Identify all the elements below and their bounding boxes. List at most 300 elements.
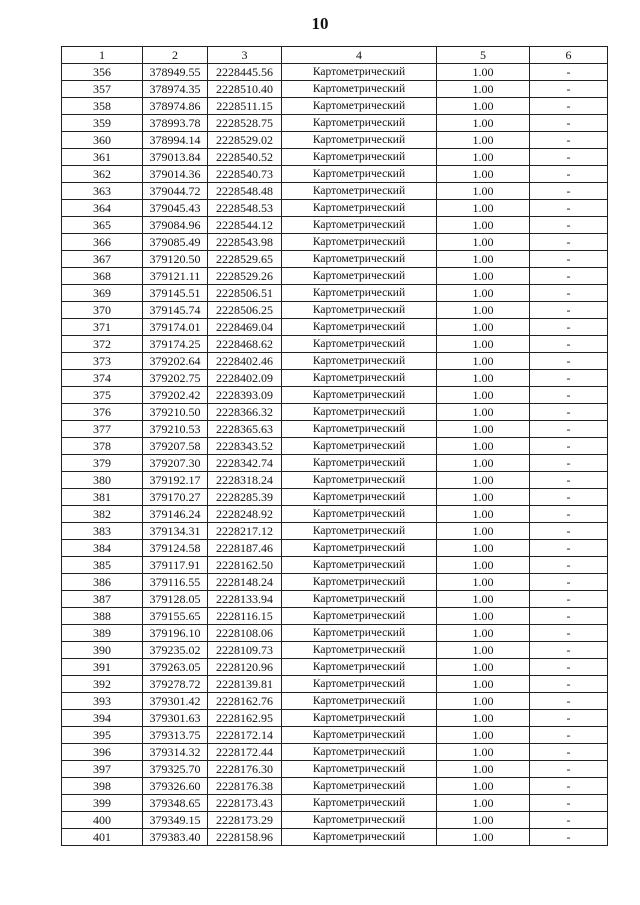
point-number-cell: 391 [62,659,143,676]
y-coordinate-cell: 2228366.32 [208,404,282,421]
method-cell: Картометрический [282,81,437,98]
y-coordinate-cell: 2228506.25 [208,302,282,319]
point-number-cell: 371 [62,319,143,336]
method-cell: Картометрический [282,370,437,387]
accuracy-cell: 1.00 [437,132,530,149]
point-number-cell: 366 [62,234,143,251]
method-cell: Картометрический [282,404,437,421]
y-coordinate-cell: 2228318.24 [208,472,282,489]
y-coordinate-cell: 2228540.73 [208,166,282,183]
x-coordinate-cell: 378994.14 [143,132,208,149]
table-row [62,659,608,676]
accuracy-cell: 1.00 [437,285,530,302]
x-coordinate-cell: 378993.78 [143,115,208,132]
x-coordinate-cell: 379301.63 [143,710,208,727]
accuracy-cell: 1.00 [437,523,530,540]
x-coordinate-cell: 379349.15 [143,812,208,829]
y-coordinate-cell: 2228402.46 [208,353,282,370]
y-coordinate-cell: 2228529.26 [208,268,282,285]
note-cell: - [530,625,608,642]
table-row [62,387,608,404]
note-cell: - [530,761,608,778]
method-cell: Картометрический [282,234,437,251]
y-coordinate-cell: 2228173.29 [208,812,282,829]
table-row [62,149,608,166]
y-coordinate-cell: 2228510.40 [208,81,282,98]
y-coordinate-cell: 2228506.51 [208,285,282,302]
accuracy-cell: 1.00 [437,149,530,166]
point-number-cell: 372 [62,336,143,353]
x-coordinate-cell: 379134.31 [143,523,208,540]
accuracy-cell: 1.00 [437,574,530,591]
point-number-cell: 367 [62,251,143,268]
point-number-cell: 357 [62,81,143,98]
note-cell: - [530,115,608,132]
x-coordinate-cell: 379301.42 [143,693,208,710]
x-coordinate-cell: 379210.53 [143,421,208,438]
x-coordinate-cell: 379121.11 [143,268,208,285]
table-row [62,132,608,149]
accuracy-cell: 1.00 [437,676,530,693]
method-cell: Картометрический [282,489,437,506]
point-number-cell: 389 [62,625,143,642]
accuracy-cell: 1.00 [437,98,530,115]
table-row [62,761,608,778]
accuracy-cell: 1.00 [437,421,530,438]
column-header: 4 [282,47,437,64]
method-cell: Картометрический [282,778,437,795]
note-cell: - [530,659,608,676]
point-number-cell: 363 [62,183,143,200]
x-coordinate-cell: 379116.55 [143,574,208,591]
x-coordinate-cell: 379202.42 [143,387,208,404]
accuracy-cell: 1.00 [437,489,530,506]
table-row [62,574,608,591]
method-cell: Картометрический [282,625,437,642]
accuracy-cell: 1.00 [437,268,530,285]
x-coordinate-cell: 379045.43 [143,200,208,217]
y-coordinate-cell: 2228548.48 [208,183,282,200]
accuracy-cell: 1.00 [437,234,530,251]
method-cell: Картометрический [282,676,437,693]
note-cell: - [530,608,608,625]
accuracy-cell: 1.00 [437,302,530,319]
accuracy-cell: 1.00 [437,64,530,81]
accuracy-cell: 1.00 [437,183,530,200]
accuracy-cell: 1.00 [437,693,530,710]
method-cell: Картометрический [282,829,437,846]
method-cell: Картометрический [282,183,437,200]
y-coordinate-cell: 2228162.95 [208,710,282,727]
table-row [62,829,608,846]
point-number-cell: 373 [62,353,143,370]
method-cell: Картометрический [282,557,437,574]
note-cell: - [530,98,608,115]
method-cell: Картометрический [282,115,437,132]
x-coordinate-cell: 379207.30 [143,455,208,472]
y-coordinate-cell: 2228402.09 [208,370,282,387]
note-cell: - [530,472,608,489]
y-coordinate-cell: 2228217.12 [208,523,282,540]
accuracy-cell: 1.00 [437,455,530,472]
note-cell: - [530,591,608,608]
x-coordinate-cell: 379120.50 [143,251,208,268]
accuracy-cell: 1.00 [437,319,530,336]
table-row [62,778,608,795]
point-number-cell: 362 [62,166,143,183]
table-row [62,710,608,727]
table-row [62,268,608,285]
x-coordinate-cell: 379314.32 [143,744,208,761]
page-number: 10 [311,14,329,33]
x-coordinate-cell: 379014.36 [143,166,208,183]
point-number-cell: 399 [62,795,143,812]
note-cell: - [530,149,608,166]
table-row [62,472,608,489]
x-coordinate-cell: 379313.75 [143,727,208,744]
point-number-cell: 370 [62,302,143,319]
method-cell: Картометрический [282,166,437,183]
point-number-cell: 394 [62,710,143,727]
point-number-cell: 392 [62,676,143,693]
point-number-cell: 388 [62,608,143,625]
y-coordinate-cell: 2228529.02 [208,132,282,149]
point-number-cell: 365 [62,217,143,234]
header-row [62,47,608,64]
note-cell: - [530,166,608,183]
accuracy-cell: 1.00 [437,625,530,642]
note-cell: - [530,557,608,574]
point-number-cell: 359 [62,115,143,132]
table-row [62,812,608,829]
point-number-cell: 376 [62,404,143,421]
note-cell: - [530,778,608,795]
x-coordinate-cell: 379196.10 [143,625,208,642]
method-cell: Картометрический [282,710,437,727]
point-number-cell: 400 [62,812,143,829]
column-header: 3 [208,47,282,64]
method-cell: Картометрический [282,64,437,81]
note-cell: - [530,132,608,149]
table-row [62,455,608,472]
note-cell: - [530,455,608,472]
method-cell: Картометрический [282,506,437,523]
accuracy-cell: 1.00 [437,829,530,846]
note-cell: - [530,795,608,812]
point-number-cell: 390 [62,642,143,659]
note-cell: - [530,217,608,234]
point-number-cell: 374 [62,370,143,387]
note-cell: - [530,489,608,506]
note-cell: - [530,387,608,404]
x-coordinate-cell: 379117.91 [143,557,208,574]
y-coordinate-cell: 2228172.44 [208,744,282,761]
note-cell: - [530,693,608,710]
x-coordinate-cell: 379278.72 [143,676,208,693]
point-number-cell: 383 [62,523,143,540]
x-coordinate-cell: 379383.40 [143,829,208,846]
accuracy-cell: 1.00 [437,744,530,761]
point-number-cell: 375 [62,387,143,404]
x-coordinate-cell: 379084.96 [143,217,208,234]
accuracy-cell: 1.00 [437,540,530,557]
y-coordinate-cell: 2228469.04 [208,319,282,336]
y-coordinate-cell: 2228120.96 [208,659,282,676]
x-coordinate-cell: 379145.74 [143,302,208,319]
method-cell: Картометрический [282,659,437,676]
y-coordinate-cell: 2228528.75 [208,115,282,132]
table-row [62,438,608,455]
x-coordinate-cell: 378974.86 [143,98,208,115]
table-row [62,285,608,302]
table-row [62,557,608,574]
y-coordinate-cell: 2228540.52 [208,149,282,166]
method-cell: Картометрический [282,642,437,659]
method-cell: Картометрический [282,353,437,370]
note-cell: - [530,353,608,370]
method-cell: Картометрический [282,472,437,489]
table-row [62,523,608,540]
x-coordinate-cell: 379326.60 [143,778,208,795]
accuracy-cell: 1.00 [437,438,530,455]
accuracy-cell: 1.00 [437,166,530,183]
point-number-cell: 361 [62,149,143,166]
table-row [62,625,608,642]
point-number-cell: 358 [62,98,143,115]
x-coordinate-cell: 379170.27 [143,489,208,506]
accuracy-cell: 1.00 [437,795,530,812]
note-cell: - [530,676,608,693]
method-cell: Картометрический [282,727,437,744]
accuracy-cell: 1.00 [437,642,530,659]
table-row [62,693,608,710]
y-coordinate-cell: 2228173.43 [208,795,282,812]
method-cell: Картометрический [282,268,437,285]
method-cell: Картометрический [282,812,437,829]
table-row [62,608,608,625]
point-number-cell: 364 [62,200,143,217]
accuracy-cell: 1.00 [437,778,530,795]
table-header [62,47,608,64]
table-row [62,81,608,98]
method-cell: Картометрический [282,693,437,710]
table-row [62,591,608,608]
point-number-cell: 401 [62,829,143,846]
method-cell: Картометрический [282,319,437,336]
y-coordinate-cell: 2228445.56 [208,64,282,81]
y-coordinate-cell: 2228248.92 [208,506,282,523]
y-coordinate-cell: 2228285.39 [208,489,282,506]
point-number-cell: 384 [62,540,143,557]
accuracy-cell: 1.00 [437,81,530,98]
coordinates-table [61,46,608,846]
accuracy-cell: 1.00 [437,727,530,744]
note-cell: - [530,64,608,81]
table-row [62,489,608,506]
table-row [62,795,608,812]
y-coordinate-cell: 2228365.63 [208,421,282,438]
table-row [62,98,608,115]
accuracy-cell: 1.00 [437,506,530,523]
column-header: 5 [437,47,530,64]
x-coordinate-cell: 379263.05 [143,659,208,676]
table-row [62,251,608,268]
method-cell: Картометрический [282,438,437,455]
point-number-cell: 393 [62,693,143,710]
point-number-cell: 387 [62,591,143,608]
method-cell: Картометрический [282,744,437,761]
x-coordinate-cell: 379124.58 [143,540,208,557]
method-cell: Картометрический [282,523,437,540]
accuracy-cell: 1.00 [437,557,530,574]
note-cell: - [530,285,608,302]
table-row [62,744,608,761]
method-cell: Картометрический [282,455,437,472]
point-number-cell: 381 [62,489,143,506]
column-header: 6 [530,47,608,64]
x-coordinate-cell: 379235.02 [143,642,208,659]
point-number-cell: 385 [62,557,143,574]
x-coordinate-cell: 379325.70 [143,761,208,778]
table-body [62,64,608,846]
note-cell: - [530,574,608,591]
table-row [62,727,608,744]
x-coordinate-cell: 378949.55 [143,64,208,81]
y-coordinate-cell: 2228176.30 [208,761,282,778]
method-cell: Картометрический [282,761,437,778]
y-coordinate-cell: 2228176.38 [208,778,282,795]
method-cell: Картометрический [282,421,437,438]
note-cell: - [530,251,608,268]
note-cell: - [530,200,608,217]
point-number-cell: 382 [62,506,143,523]
accuracy-cell: 1.00 [437,200,530,217]
y-coordinate-cell: 2228109.73 [208,642,282,659]
accuracy-cell: 1.00 [437,217,530,234]
method-cell: Картометрический [282,336,437,353]
accuracy-cell: 1.00 [437,472,530,489]
x-coordinate-cell: 379128.05 [143,591,208,608]
point-number-cell: 368 [62,268,143,285]
note-cell: - [530,642,608,659]
table-row [62,421,608,438]
accuracy-cell: 1.00 [437,812,530,829]
method-cell: Картометрический [282,149,437,166]
accuracy-cell: 1.00 [437,710,530,727]
note-cell: - [530,710,608,727]
y-coordinate-cell: 2228393.09 [208,387,282,404]
method-cell: Картометрический [282,387,437,404]
accuracy-cell: 1.00 [437,659,530,676]
method-cell: Картометрический [282,591,437,608]
x-coordinate-cell: 379013.84 [143,149,208,166]
point-number-cell: 379 [62,455,143,472]
table-row [62,676,608,693]
accuracy-cell: 1.00 [437,608,530,625]
table-row [62,183,608,200]
table-row [62,319,608,336]
x-coordinate-cell: 379044.72 [143,183,208,200]
x-coordinate-cell: 379155.65 [143,608,208,625]
accuracy-cell: 1.00 [437,591,530,608]
y-coordinate-cell: 2228468.62 [208,336,282,353]
table-row [62,540,608,557]
y-coordinate-cell: 2228148.24 [208,574,282,591]
point-number-cell: 378 [62,438,143,455]
note-cell: - [530,404,608,421]
table-row [62,234,608,251]
column-header: 1 [62,47,143,64]
table-row [62,64,608,81]
note-cell: - [530,302,608,319]
x-coordinate-cell: 379210.50 [143,404,208,421]
y-coordinate-cell: 2228343.52 [208,438,282,455]
table-row [62,353,608,370]
note-cell: - [530,370,608,387]
y-coordinate-cell: 2228172.14 [208,727,282,744]
accuracy-cell: 1.00 [437,336,530,353]
note-cell: - [530,234,608,251]
note-cell: - [530,438,608,455]
y-coordinate-cell: 2228511.15 [208,98,282,115]
method-cell: Картометрический [282,98,437,115]
table-row [62,302,608,319]
method-cell: Картометрический [282,540,437,557]
note-cell: - [530,506,608,523]
note-cell: - [530,319,608,336]
point-number-cell: 369 [62,285,143,302]
point-number-cell: 397 [62,761,143,778]
note-cell: - [530,744,608,761]
x-coordinate-cell: 379192.17 [143,472,208,489]
accuracy-cell: 1.00 [437,353,530,370]
y-coordinate-cell: 2228108.06 [208,625,282,642]
y-coordinate-cell: 2228342.74 [208,455,282,472]
note-cell: - [530,183,608,200]
x-coordinate-cell: 379202.64 [143,353,208,370]
y-coordinate-cell: 2228544.12 [208,217,282,234]
y-coordinate-cell: 2228133.94 [208,591,282,608]
y-coordinate-cell: 2228187.46 [208,540,282,557]
point-number-cell: 356 [62,64,143,81]
table-row [62,336,608,353]
point-number-cell: 398 [62,778,143,795]
y-coordinate-cell: 2228116.15 [208,608,282,625]
y-coordinate-cell: 2228162.50 [208,557,282,574]
accuracy-cell: 1.00 [437,761,530,778]
method-cell: Картометрический [282,574,437,591]
point-number-cell: 386 [62,574,143,591]
table-row [62,506,608,523]
x-coordinate-cell: 379174.25 [143,336,208,353]
y-coordinate-cell: 2228158.96 [208,829,282,846]
y-coordinate-cell: 2228529.65 [208,251,282,268]
note-cell: - [530,421,608,438]
method-cell: Картометрический [282,200,437,217]
x-coordinate-cell: 379174.01 [143,319,208,336]
x-coordinate-cell: 378974.35 [143,81,208,98]
note-cell: - [530,829,608,846]
point-number-cell: 377 [62,421,143,438]
method-cell: Картометрический [282,251,437,268]
point-number-cell: 395 [62,727,143,744]
x-coordinate-cell: 379348.65 [143,795,208,812]
note-cell: - [530,540,608,557]
note-cell: - [530,81,608,98]
method-cell: Картометрический [282,132,437,149]
accuracy-cell: 1.00 [437,115,530,132]
method-cell: Картометрический [282,217,437,234]
